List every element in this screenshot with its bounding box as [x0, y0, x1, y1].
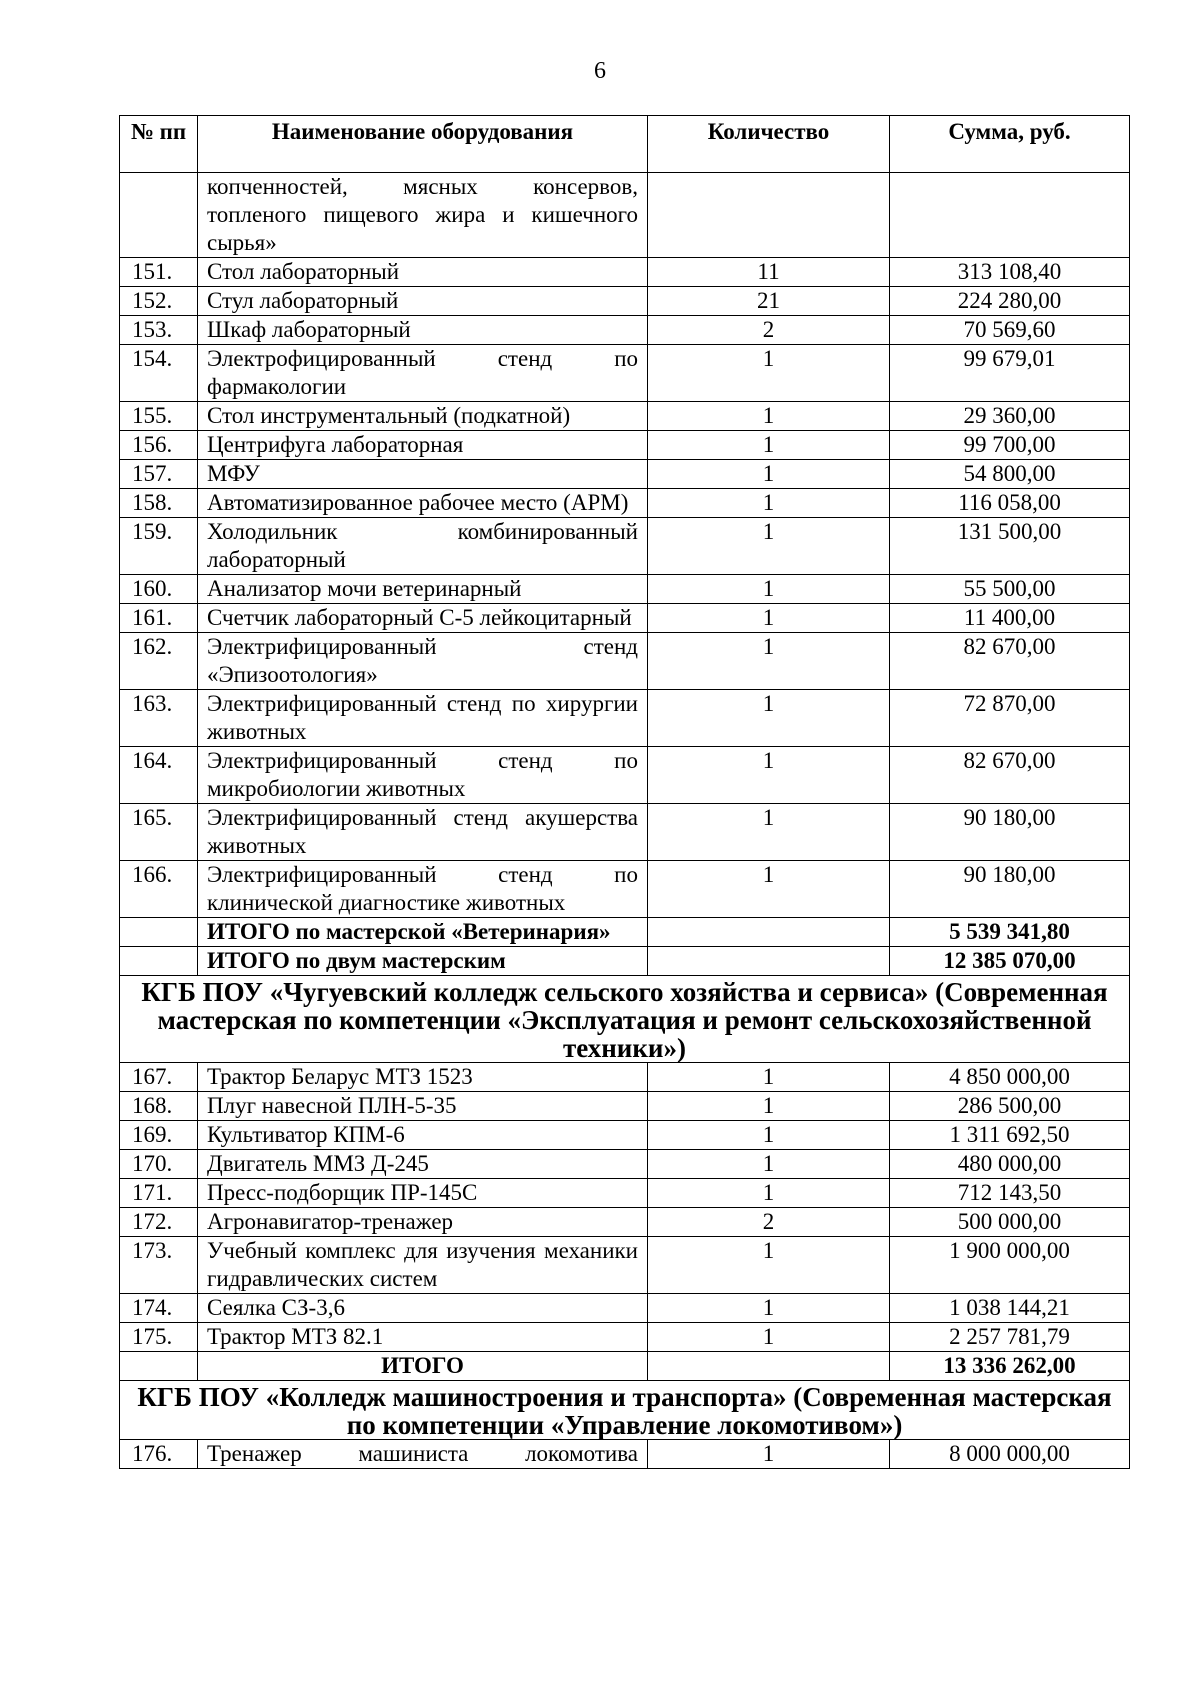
cell-num: 164. — [120, 747, 198, 804]
cell-name: Электрифицированный стенд акушерства животных — [198, 804, 648, 861]
cell-qty: 1 — [648, 861, 890, 918]
cell-sum: 1 900 000,00 — [890, 1237, 1130, 1294]
header-qty: Количество — [648, 116, 890, 173]
table-row — [120, 604, 1130, 633]
table-row — [120, 690, 1130, 747]
cell-qty: 1 — [648, 804, 890, 861]
cell-qty: 1 — [648, 1237, 890, 1294]
cell-num: 162. — [120, 633, 198, 690]
cell-sum: 286 500,00 — [890, 1092, 1130, 1121]
cell-name: Стул лабораторный — [198, 287, 648, 316]
header-num: № пп — [120, 116, 198, 173]
cell-sum: 500 000,00 — [890, 1208, 1130, 1237]
cell-qty: 1 — [648, 747, 890, 804]
cell-num: 176. — [120, 1440, 198, 1469]
cell-name: Электрифицированный стенд по микробиологии животных — [198, 747, 648, 804]
cell-name: Шкаф лабораторный — [198, 316, 648, 345]
cell-qty: 1 — [648, 1440, 890, 1469]
table-row — [120, 316, 1130, 345]
cell-name: Плуг навесной ПЛН-5-35 — [198, 1092, 648, 1121]
cell-name: Анализатор мочи ветеринарный — [198, 575, 648, 604]
cell-num: 171. — [120, 1179, 198, 1208]
cell-qty: 1 — [648, 518, 890, 575]
total-b-row — [120, 1352, 1130, 1381]
cell-qty: 1 — [648, 1323, 890, 1352]
cell-num — [120, 173, 198, 258]
total-two-label: ИТОГО по двум мастерским — [198, 947, 648, 976]
total-workshop-row — [120, 918, 1130, 947]
total-two-sum: 12 385 070,00 — [890, 947, 1130, 976]
cell-sum: 8 000 000,00 — [890, 1440, 1130, 1469]
cell-sum: 55 500,00 — [890, 575, 1130, 604]
cell-sum: 72 870,00 — [890, 690, 1130, 747]
table-row — [120, 258, 1130, 287]
table-row — [120, 1237, 1130, 1294]
table-row — [120, 1323, 1130, 1352]
table-row — [120, 1150, 1130, 1179]
cell-sum: 2 257 781,79 — [890, 1323, 1130, 1352]
cell-qty — [648, 173, 890, 258]
cell-name: Электрифицированный стенд «Эпизоотология» — [198, 633, 648, 690]
page-number: 6 — [594, 58, 606, 84]
equipment-table — [119, 115, 1130, 1469]
table-row — [120, 489, 1130, 518]
cell-sum: 54 800,00 — [890, 460, 1130, 489]
total-b-label: ИТОГО — [198, 1352, 648, 1381]
cell-qty — [648, 947, 890, 976]
cell-qty: 1 — [648, 1092, 890, 1121]
cell-sum: 90 180,00 — [890, 861, 1130, 918]
cell-name: Пресс-подборщик ПР-145С — [198, 1179, 648, 1208]
cell-num: 154. — [120, 345, 198, 402]
cell-sum: 90 180,00 — [890, 804, 1130, 861]
cell-name: МФУ — [198, 460, 648, 489]
cell-qty: 1 — [648, 1179, 890, 1208]
cell-qty: 1 — [648, 1121, 890, 1150]
cell-num: 165. — [120, 804, 198, 861]
cell-num: 159. — [120, 518, 198, 575]
cell-num: 169. — [120, 1121, 198, 1150]
cell-sum: 224 280,00 — [890, 287, 1130, 316]
cell-sum: 131 500,00 — [890, 518, 1130, 575]
cell-num: 167. — [120, 1063, 198, 1092]
table-row — [120, 1294, 1130, 1323]
cell-sum: 4 850 000,00 — [890, 1063, 1130, 1092]
section-row-1 — [120, 976, 1130, 1063]
cell-qty: 1 — [648, 633, 890, 690]
cell-qty: 1 — [648, 1294, 890, 1323]
cell-qty: 1 — [648, 1150, 890, 1179]
table-row — [120, 518, 1130, 575]
cell-name: Тренажер машиниста локомотива — [198, 1440, 648, 1469]
cell-num: 173. — [120, 1237, 198, 1294]
total-workshop-label: ИТОГО по мастерской «Ветеринария» — [198, 918, 648, 947]
cell-qty: 1 — [648, 402, 890, 431]
total-two-row — [120, 947, 1130, 976]
cell-num: 153. — [120, 316, 198, 345]
table-row — [120, 1179, 1130, 1208]
cell-qty: 1 — [648, 690, 890, 747]
cell-sum: 99 700,00 — [890, 431, 1130, 460]
cell-num: 160. — [120, 575, 198, 604]
cell-name: Трактор МТЗ 82.1 — [198, 1323, 648, 1352]
cell-name: Агронавигатор-тренажер — [198, 1208, 648, 1237]
total-b-sum: 13 336 262,00 — [890, 1352, 1130, 1381]
section-title-1: КГБ ПОУ «Чугуевский колледж сельского хозяйства и сервиса» (Современная мастерская по компетенции «Эксплуатация и ремонт сельскохозяйственной техники») — [120, 976, 1130, 1063]
cell-num: 174. — [120, 1294, 198, 1323]
cell-qty: 1 — [648, 460, 890, 489]
table-header-row — [120, 116, 1130, 173]
header-sum: Сумма, руб. — [890, 116, 1130, 173]
table-row — [120, 1092, 1130, 1121]
cell-num — [120, 1352, 198, 1381]
cell-qty: 1 — [648, 345, 890, 402]
cell-num — [120, 918, 198, 947]
cell-sum: 99 679,01 — [890, 345, 1130, 402]
cell-name: копченностей, мясных консервов, топленого пищевого жира и кишечного сырья» — [198, 173, 648, 258]
cell-num: 170. — [120, 1150, 198, 1179]
table-row — [120, 402, 1130, 431]
cell-sum: 712 143,50 — [890, 1179, 1130, 1208]
cell-name: Электрофицированный стенд по фармакологии — [198, 345, 648, 402]
cell-qty — [648, 1352, 890, 1381]
cell-sum: 82 670,00 — [890, 747, 1130, 804]
cell-num: 155. — [120, 402, 198, 431]
cell-qty: 11 — [648, 258, 890, 287]
cell-sum: 1 311 692,50 — [890, 1121, 1130, 1150]
table-row — [120, 804, 1130, 861]
cell-name: Учебный комплекс для изучения механики гидравлических систем — [198, 1237, 648, 1294]
continuation-row — [120, 173, 1130, 258]
cell-name: Сеялка СЗ-3,6 — [198, 1294, 648, 1323]
cell-sum: 1 038 144,21 — [890, 1294, 1130, 1323]
header-name: Наименование оборудования — [198, 116, 648, 173]
table-row — [120, 1208, 1130, 1237]
table-row — [120, 460, 1130, 489]
table-row — [120, 431, 1130, 460]
table-row — [120, 861, 1130, 918]
cell-num: 166. — [120, 861, 198, 918]
section-row-2 — [120, 1381, 1130, 1440]
cell-name: Центрифуга лабораторная — [198, 431, 648, 460]
cell-sum: 11 400,00 — [890, 604, 1130, 633]
cell-qty — [648, 918, 890, 947]
cell-num: 152. — [120, 287, 198, 316]
cell-sum: 82 670,00 — [890, 633, 1130, 690]
cell-num: 151. — [120, 258, 198, 287]
cell-sum: 116 058,00 — [890, 489, 1130, 518]
table-row — [120, 575, 1130, 604]
cell-name: Трактор Беларус МТЗ 1523 — [198, 1063, 648, 1092]
cell-num: 163. — [120, 690, 198, 747]
cell-num: 158. — [120, 489, 198, 518]
cell-name: Автоматизированное рабочее место (АРМ) — [198, 489, 648, 518]
cell-name: Двигатель ММЗ Д-245 — [198, 1150, 648, 1179]
cell-qty: 2 — [648, 1208, 890, 1237]
cell-num: 161. — [120, 604, 198, 633]
cell-qty: 21 — [648, 287, 890, 316]
cell-qty: 2 — [648, 316, 890, 345]
table-row — [120, 1121, 1130, 1150]
cell-sum: 480 000,00 — [890, 1150, 1130, 1179]
table-row — [120, 1440, 1130, 1469]
cell-name: Стол лабораторный — [198, 258, 648, 287]
section-title-2: КГБ ПОУ «Колледж машиностроения и транспорта» (Современная мастерская по компетенции «Управление локомотивом») — [120, 1381, 1130, 1440]
cell-sum — [890, 173, 1130, 258]
cell-num: 156. — [120, 431, 198, 460]
cell-sum: 70 569,60 — [890, 316, 1130, 345]
table-row — [120, 1063, 1130, 1092]
cell-name: Холодильник комбинированный лабораторный — [198, 518, 648, 575]
cell-name: Электрифицированный стенд по клинической диагностике животных — [198, 861, 648, 918]
cell-qty: 1 — [648, 1063, 890, 1092]
cell-num: 157. — [120, 460, 198, 489]
table-row — [120, 287, 1130, 316]
cell-qty: 1 — [648, 575, 890, 604]
table-row — [120, 747, 1130, 804]
cell-sum: 29 360,00 — [890, 402, 1130, 431]
cell-num — [120, 947, 198, 976]
cell-name: Стол инструментальный (подкатной) — [198, 402, 648, 431]
cell-num: 168. — [120, 1092, 198, 1121]
table-row — [120, 345, 1130, 402]
cell-qty: 1 — [648, 604, 890, 633]
table-row — [120, 633, 1130, 690]
cell-num: 172. — [120, 1208, 198, 1237]
cell-sum: 313 108,40 — [890, 258, 1130, 287]
total-workshop-sum: 5 539 341,80 — [890, 918, 1130, 947]
cell-qty: 1 — [648, 431, 890, 460]
cell-name: Электрифицированный стенд по хирургии животных — [198, 690, 648, 747]
cell-qty: 1 — [648, 489, 890, 518]
cell-num: 175. — [120, 1323, 198, 1352]
cell-name: Культиватор КПМ-6 — [198, 1121, 648, 1150]
cell-name: Счетчик лабораторный С-5 лейкоцитарный — [198, 604, 648, 633]
